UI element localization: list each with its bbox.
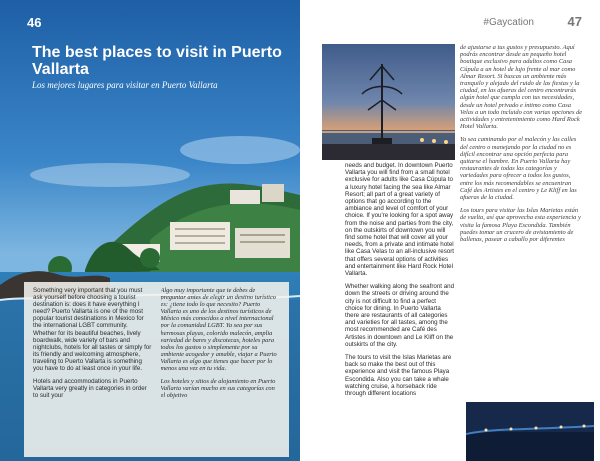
right-page bbox=[300, 0, 600, 461]
spanish-paragraph-3: Los tours para visitar las Islas Marietas están de vuelta, así que aprovecha esta experiencia y visita la famosa Playa Escondida. También puedes tomar un crucero de avistamiento de ballenas, pasear a caballo por diferentes bbox=[460, 207, 581, 244]
spanish-column bbox=[161, 287, 281, 452]
spanish-paragraph-2: Los hoteles y sitios de alojamiento en Puerto Vallarta varían mucho en sus categorías con el objetivo bbox=[160, 378, 276, 400]
spanish-paragraph-2: Ya sea caminando por el malecón y las calles del centro o manejando por la ciudad no es difícil encontrar una opción perfecta para quitarse el hambre. En Puerto Vallarta hay restaurantes de todas las categorías y variedades para ofrecer a todos los gustos, entre los más recomendables se encuentran Café des Artistes en el centro y Le Kliff en las afueras de la ciudad. bbox=[460, 136, 577, 202]
english-column bbox=[345, 162, 455, 403]
article-text-box bbox=[24, 282, 289, 457]
english-paragraph-2: Hotels and accommodations in Puerto Vallarta very greatly in categories in order to suit your bbox=[33, 378, 147, 400]
night-waterfront-photo bbox=[466, 402, 594, 461]
spanish-paragraph-1: de ajustarse a tus gustos y presupuesto. Aquí podrás encontrar desde un pequeño hotel boutique exclusivo para adultos como Casa Cúpula a un hotel de lujo frente al mar como Almar Resort. Si buscas un ambiente más tranquilo y alejado del ruido de las fiestas y la ciudad, en las afueras del centro encontrarás algún hotel que cumpla con tus necesidades, desde un hotel privado e íntimo como Casa Velas a un todo incluido con varias opciones de actividades y entretenimiento como Hard Rock Hotel Vallarta. bbox=[460, 44, 583, 131]
article-title: The best places to visit in Puerto Vallarta bbox=[32, 44, 282, 78]
section-hashtag: #Gaycation bbox=[483, 17, 534, 28]
english-column bbox=[33, 287, 153, 452]
english-paragraph-1: needs and budget. In downtown Puerto Vallarta you will find from a small hotel exclusive for adults like Casa Cúpula to a luxury hotel facing the sea like Almar Resort; all part of a great variety of options that go according to the ambiance and level of comfort of your choice. If you're looking for a spot away from the noise and parties from the city, on the outskirts of downtown you will find some hotel that will cover all your needs, from a private and intimate hotel like Casa Velas to an all-inclusive resort that offers several options of activities and entertainment like Hard Rock Hotel Vallarta. bbox=[345, 162, 455, 278]
article-subtitle: Los mejores lugares para visitar en Puerto Vallarta bbox=[32, 80, 218, 90]
spanish-paragraph-1: Algo muy importante que te debes de preguntar antes de elegir un destino turístico es: ¿tiene todo lo que necesito? Puerto Vallarta es uno de los destinos turísticos de México más conocidos a nivel internacional por la comunidad LGBT. Ya sea por sus hermosas playas, colorido malecón, amplia variedad de bares y discotecas, hoteles para todos los gustos o simplemente por su ambiente acogedor y amable, viajar a Puerto Vallarta es algo que tienes que hacer por lo menos una vez en tu vida. bbox=[160, 287, 277, 373]
spanish-column bbox=[460, 44, 584, 249]
page-number: 47 bbox=[567, 14, 582, 29]
sunset-sculpture-photo bbox=[322, 44, 455, 160]
page-number: 46 bbox=[27, 15, 42, 30]
english-paragraph-3: The tours to visit the Islas Marietas are back so make the best out of this experience and visit the famous Playa Escondida. Also you can take a whale watching cruise, a horseback ride through different locations bbox=[345, 354, 452, 398]
english-paragraph-1: Something very important that you must ask yourself before choosing a tourist destination is: does it have everything I need? Puerto Vallarta is one of the most popular tourist destinations in Mexico for the international LGBT community. Whether for its beautiful beaches, lively boardwalk, wide variety of bars and nightclubs, hotels for all tastes or simply for its friendly and welcoming atmosphere, traveling to Puerto Vallarta is something you have to do at least once in your life. bbox=[33, 287, 152, 373]
english-paragraph-2: Whether walking along the seafront and down the streets or driving around the city is not difficult to find a perfect choice for dining. In Puerto Vallarta there are restaurants of all categories and varieties for all tastes, among the most recommended are Café des Artistes in downtown and Le Kliff on the outskirts of the city. bbox=[345, 283, 455, 348]
